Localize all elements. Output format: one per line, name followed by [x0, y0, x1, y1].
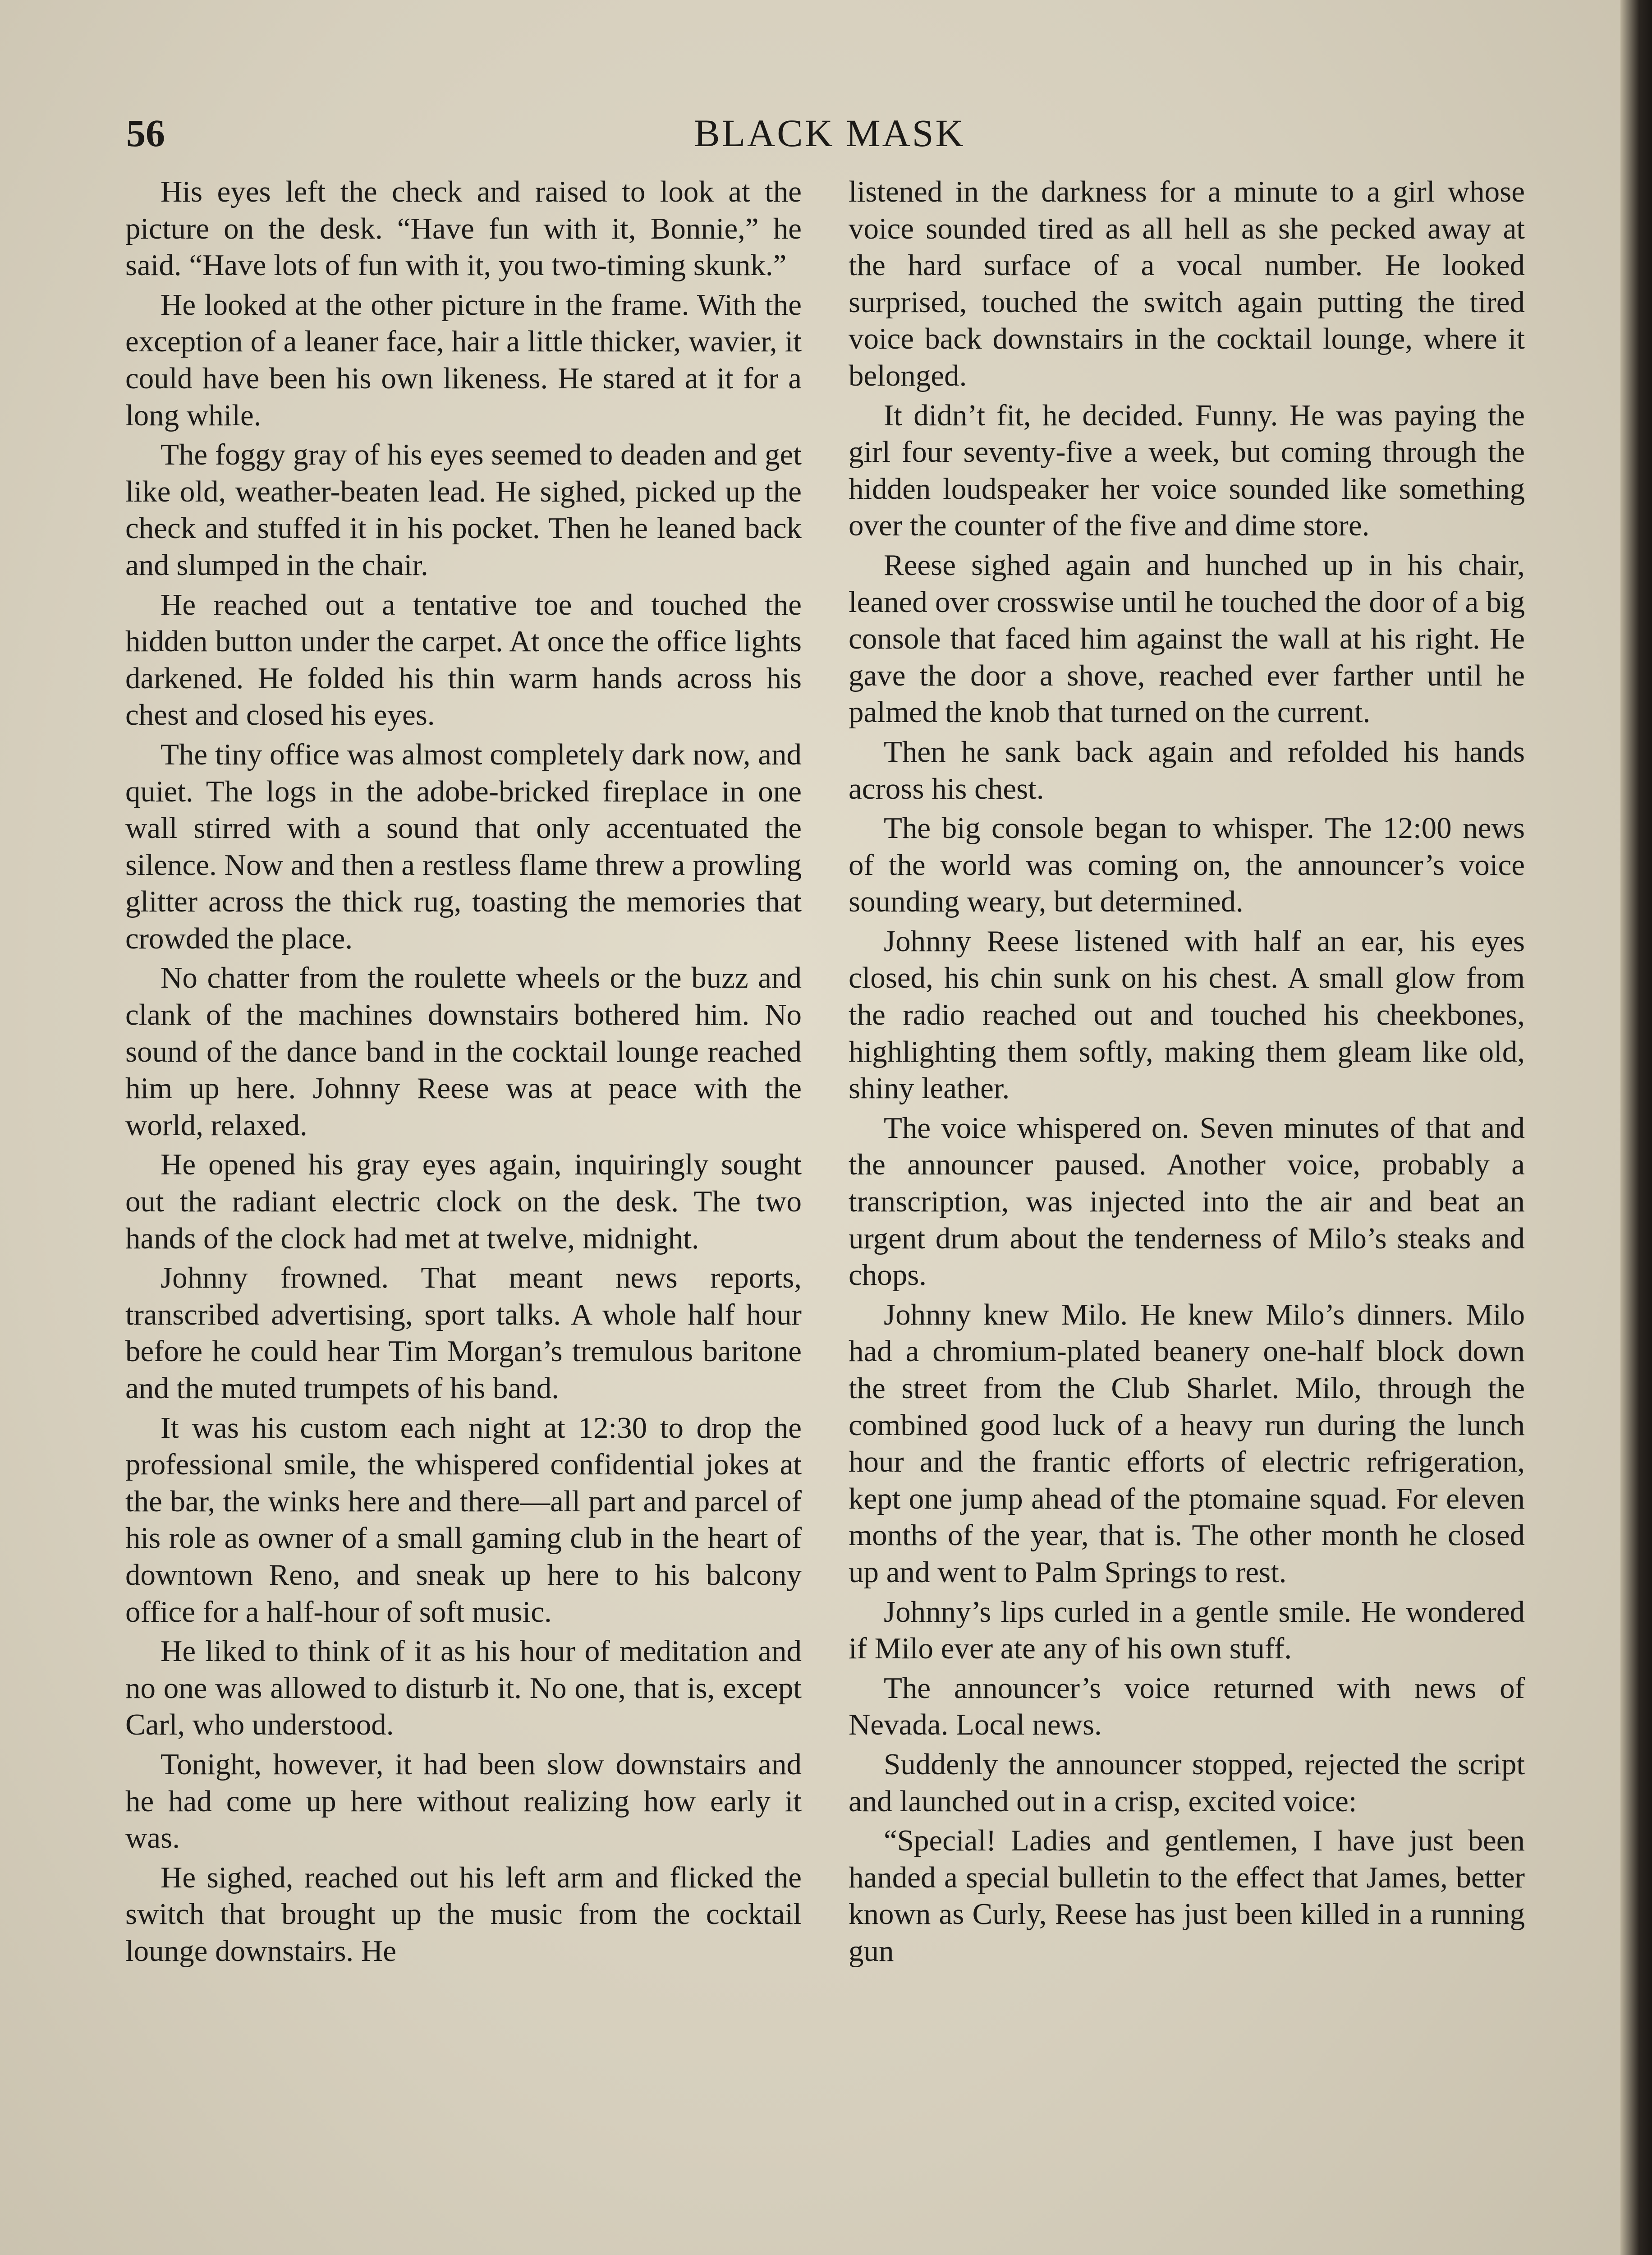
paragraph: The tiny office was almost completely dark now, and quiet. The logs in the adobe-bricked fireplace in one wall stirred with a sound that only accentuated the silence. Now and then a restless flame threw a prowling glitter across the thick rug, toasting the memories that crowded the place. — [125, 737, 802, 955]
paragraph: The foggy gray of his eyes seemed to deaden and get like old, weather-beaten lead. He sighed, picked up the check and stuffed it in his pocket. Then he leaned back and slumped in the chair. — [125, 438, 802, 582]
paragraph: The voice whispered on. Seven minutes of that and the announcer paused. Another voice, probably a transcription, was injected into the air and beat an urgent drum about the tenderness of Milo’s steaks and chops. — [849, 1111, 1525, 1292]
paragraph: Johnny Reese listened with half an ear, his eyes closed, his chin sunk on his chest. A small glow from the radio reached out and touched his cheekbones, highlighting them softly, making them gleam like old, shiny leather. — [849, 924, 1525, 1105]
paragraph: He opened his gray eyes again, inquiringly sought out the radiant electric clock on the desk. The two hands of the clock had met at twelve, midnight. — [125, 1148, 802, 1255]
paragraph: The announcer’s voice returned with news of Nevada. Local news. — [849, 1671, 1525, 1742]
paragraph: Then he sank back again and refolded his hands across his chest. — [849, 735, 1525, 805]
paragraph: It didn’t fit, he decided. Funny. He was paying the girl four seventy-five a week, but coming through the hidden loudspeaker her voice sounded like something over the counter of the five and dime store. — [849, 398, 1525, 543]
page-binding-edge — [1620, 0, 1652, 2255]
paragraph: His eyes left the check and raised to look at the picture on the desk. “Have fun with it, Bonnie,” he said. “Have lots of fun with it, you two-timing skunk.” — [125, 175, 802, 282]
paragraph: The big console began to whisper. The 12:00 news of the world was coming on, the announcer’s voice sounding weary, but determined. — [849, 811, 1525, 919]
paragraph: Johnny frowned. That meant news reports, transcribed advertising, sport talks. A whole half hour before he could hear Tim Morgan’s tremulous baritone and the muted trumpets of his band. — [125, 1261, 802, 1405]
page-header — [126, 104, 1533, 162]
running-head: BLACK MASK — [694, 111, 965, 155]
page-number: 56 — [126, 111, 165, 155]
paragraph: He liked to think of it as his hour of meditation and no one was allowed to disturb it. No one, that is, except Carl, who understood. — [125, 1634, 802, 1742]
paragraph: No chatter from the roulette wheels or the buzz and clank of the machines downstairs bothered him. No sound of the dance band in the cocktail lounge reached him up here. Johnny Reese was at peace with the world, relaxed. — [125, 961, 802, 1142]
paragraph: Reese sighed again and hunched up in his chair, leaned over crosswise until he touched the door of a big console that faced him against the wall at his right. He gave the door a shove, reached ever farther until he palmed the knob that turned on the current. — [849, 548, 1525, 729]
paragraph: Tonight, however, it had been slow downstairs and he had come up here without realizing how early it was. — [125, 1747, 802, 1855]
right-text-column — [849, 174, 1525, 2255]
left-text-column — [125, 174, 802, 2255]
paragraph: Johnny’s lips curled in a gentle smile. He wondered if Milo ever ate any of his own stuff. — [849, 1595, 1525, 1666]
paragraph: Johnny knew Milo. He knew Milo’s dinners. Milo had a chromium-plated beanery one-half block down the street from the Club Sharlet. Milo, through the combined good luck of a heavy run during the lunch hour and the frantic efforts of electric refrigeration, kept one jump ahead of the ptomaine squad. For eleven months of the year, that is. The other month he closed up and went to Palm Springs to rest. — [849, 1298, 1525, 1589]
paragraph: He looked at the other picture in the frame. With the exception of a leaner face, hair a little thicker, wavier, it could have been his own likeness. He stared at it for a long while. — [125, 288, 802, 432]
paragraph: Suddenly the announcer stopped, rejected the script and launched out in a crisp, excited voice: — [849, 1747, 1525, 1818]
paragraph: “Special! Ladies and gentlemen, I have just been handed a special bulletin to the effect that James, better known as Curly, Reese has just been killed in a running gun — [849, 1824, 1525, 1968]
paragraph: It was his custom each night at 12:30 to drop the professional smile, the whispered confidential jokes at the bar, the winks here and there—all part and parcel of his role as owner of a small gaming club in the heart of downtown Reno, and sneak up here to his balcony office for a half-hour of soft music. — [125, 1411, 802, 1629]
paragraph: He reached out a tentative toe and touched the hidden button under the carpet. At once the office lights darkened. He folded his thin warm hands across his chest and closed his eyes. — [125, 588, 802, 732]
paragraph-continued: listened in the darkness for a minute to a girl whose voice sounded tired as all hell as she pecked away at the hard surface of a vocal number. He looked surprised, touched the switch again putting the tired voice back downstairs in the cocktail lounge, where it belonged. — [849, 175, 1525, 392]
paragraph: He sighed, reached out his left arm and flicked the switch that brought up the music from the cocktail lounge downstairs. He — [125, 1860, 802, 1968]
